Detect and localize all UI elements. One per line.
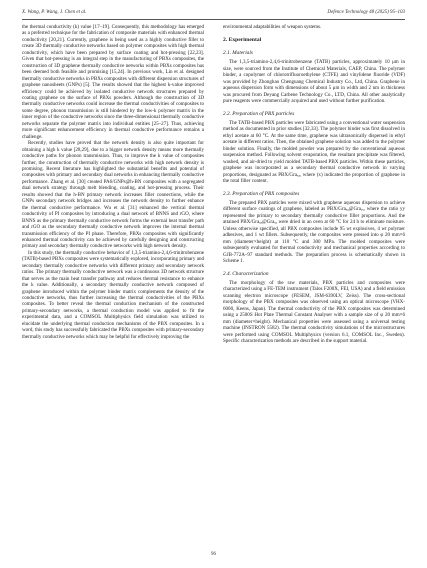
intro-paragraph-2: Recently, studies have proved that the network density is also quite important for obtaining a high k value [28,29], due to a bigger network density means more thermally conductive paths for phonon transmission. Thus, to improve the k value of composites further, the construction of thermally conductive networks with high network density is promising. Recent literature has highlighted the substantial benefits and potential of composites with primary and secondary dual networks in enhancing thermally conductive performance. Zhang et al. [30] created PA6/GNPs@h-BN composites with a segregated dual network strategy through melt blending, coating, and hot-pressing process. Their results showed that the h-BN primary network increases filler connections, while the GNPs secondary network bridges and increases the network density to further enhance the thermal conductive performance. Wu et al. [31] enhanced the vertical thermal conductivity of PI composites by introducing a dual network of BNNS and rGO, where BNNS as the primary thermally conductive network forms the external heat transfer path and rGO as the secondary thermally conductive network improves the internal thermal transmission efficiency of the PI phase. Therefore, PBXs composites with significantly enhanced thermal conductivity can be achieved by carefully designing and constructing primary and secondary thermally conductive networks with high network density. (22, 140, 204, 250)
subsection-heading-materials: 2.1. Materials (223, 49, 253, 56)
header-authors: X. Wang, P. Wang, J. Chen et al. (22, 10, 87, 15)
section-heading-experimental: 2. Experimental (223, 37, 262, 44)
header-rule (22, 19, 405, 20)
pbx-particles-paragraph: The TATB-based PBX particles were fabricated using a conventional water suspension method as documented in prior studies [32,33]. The polymer binder was first dissolved in ethyl acetate at 60 °C. At the same time, graphene was ultrasonically dispersed in ethyl acetate in different ratios. Then, the obtained graphene solution was added to the polymer binder solution. Finally, the molded powder was prepared by the conventional aqueous suspension method. Following solvent evaporation, the resultant precipitate was filtered, washed, and air-dried to yield molded TATB-based PBX particles. Within these particles, graphene was incorporated as a secondary thermal conductive network in varying proportions, designated as PBX/Graₓₓ, where (x) indicated the proportion of graphene in the total filler content. (223, 119, 405, 185)
characterization-paragraph: The morphology of the raw materials, PBX particles and composites were characterized using a FE-TEM instrument (Talos F200X, FEI, USA) and a field emission scanning electron microscope (FESEM, JSM-6390LV, Zeiss). The cross-sectional morphology of the PBX composites was observed using an optical microscope (VHX-6000, Keens, Japan). The thermal conductivity of the PBX composites was determined using a 2500S Hot Plate Thermal Constant Analyser with a sample size of φ 20 mm×6 mm (diameter×height). Mechanical properties were assessed using a universal testing machine (INSTRON 5582). The thermal conductivity simulations of the microstructures were performed using COMSOL Multiphysics (version 6.1, COMSOL Inc., Sweden). Specific characterization methods are described in the support material. (223, 279, 405, 345)
subsection-heading-pbx-particles: 2.2. Preparation of PBX particles (223, 110, 295, 117)
header-journal: Defence Technology 48 (2025) 95–103 (327, 10, 405, 15)
page-number: 96 (211, 552, 216, 557)
subsection-heading-characterization: 2.4. Characterization (223, 270, 269, 277)
intro-paragraph-end: environmental adaptabilities of weapon systems. (223, 24, 322, 30)
intro-paragraph-1: the thermal conductivity (k) value [17–19]. Consequently, this methodology has emerged as a preferred technique for the fabrication of composite materials with enhanced thermal conductivity [20,21]. Currently, graphene is being used as a highly conductive filler to create 3D thermally conductive networks based on polymer composites with high thermal conductivity, which have been prepared by surface coating and hot-pressing [22,23]. Given that hot-pressing is an integral step in the manufacturing of PBXs composites, the construction of 3D graphene thermally conductive networks within PBXs composites has been deemed both feasible and promising [15,24]. In previous work, Lin et al. designed thermally conductive networks in PBXs composites with different dispersion structures of graphene nanosheets (GNPs) [5]. The results showed that the highest k-value improved efficiency could be achieved by isolated conductive network structures prepared by coating graphene on the surface of PBXs powders. Although the construction of 3D thermally conductive networks could increase the thermal conductivities of composites to some degree, phonon transmission is still hindered by the low-k polymer matrix in the inner region of the conductive networks since the three-dimensional thermally conductive networks separate the polymer matrix into individual entities [25–27]. Thus, achieving more significant enhancement efficiency in thermal conductive performance remains a challenge. (22, 24, 204, 140)
materials-paragraph: The 1,3,5-triamino-2,4,6-trinitrobenzene (TATB) particles, approximately 10 μm in size, were sourced from the Institute of Chemical Materials, CAEP, China. The polymer binder, a copolymer of chlorotrifluoroethylene (CTFE) and vinylidene fluoride (VDF) was provided by Zhonghao Chenguang Chemical Industry Co., Ltd, China. Graphene in aqueous dispersion form with dimensions of about 5 μm in width and 2 nm in thickness was procured from Deyang Carbene Technology Co., LTD, China. All other analytically pure reagents were commercially acquired and used without further purification. (223, 59, 405, 105)
left-column (22, 24, 204, 534)
pbx-composites-paragraph: The prepared PBX particles were mixed with graphene aqueous dispersion to achieve different surface coatings of graphene, labeled as PBX/Graₓₓ@Graᵧᵧ, where the ratio yy represented the primary to secondary thermally conductive filler proportions. And the attained PBX/Graₓₓ@Graᵧᵧ were dried in an oven at 60 °C for 24 h to eliminate moisture. Unless otherwise specified, all PBX composites include 95 wt explosives, 4 wt polymer adhesives, and 1 wt fillers. Subsequently, the composites were pressed into φ 20 mm×6 mm (diameter×height) at 110 °C and 300 MPa. The molded composites were subsequently evaluated for thermal conductivity and mechanical properties according to GJB-772A–97 standard methods. The preparation process is schematically shown in Scheme 1. (223, 199, 405, 265)
running-header (22, 8, 405, 18)
right-column (223, 24, 405, 534)
intro-paragraph-3: In this study, the thermally conductive behavior of 1,3,5-triamino-2,4,6-trinitrobenzene (TATB)-based PBXs composites were systematically explored, incorporating primary and secondary thermally conductive networks with different primary and secondary network ratios. The primary thermally conductive network was a continuous 3D network structure that serves as the main heat transfer pathway and reduces thermal resistance to enhance the k value. Additionally, a secondary thermally conductive network composed of graphene introduced within the polymer binder matrix complements the density of the conductive networks, thus further increasing the thermal conductivities of the PBXs composites. To better reveal the thermal conduction mechanism of the constructed primary-secondary networks, a thermal conduction model was applied to fit the experimental data, and a COMSOL Multiphysics field simulation was utilized to elucidate the underlying thermal conduction mechanisms of the PBX composites. In a word, this study has successfully fabricated the PBXs composites with primary-secondary thermally conductive networks which may be helpful for effectively improving the (22, 249, 204, 340)
subsection-heading-pbx-composites: 2.3. Preparation of PBX composites (223, 190, 300, 197)
